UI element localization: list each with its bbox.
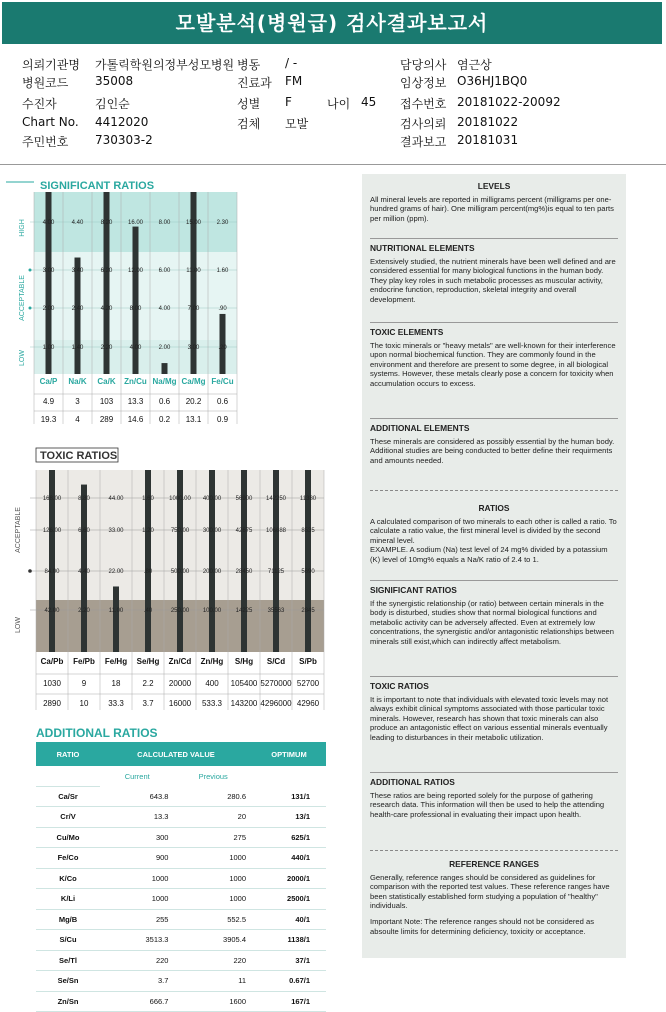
tick-label: 6.60 [78, 528, 90, 534]
previous-value: 3.7 [142, 699, 154, 708]
tick-label: 8.00 [158, 220, 171, 226]
col-calc-header: CALCULATED VALUE [100, 742, 252, 766]
tick-label: 42675 [235, 528, 253, 534]
toxic-heading: TOXIC ELEMENTS [370, 327, 444, 337]
current-value: 20.2 [185, 397, 202, 406]
ratios-example: EXAMPLE. A sodium (Na) test level of 24 mg% divided by a potassium (K) level of 10mg% equals a Na/K ratio of 2.4 to 1. [370, 545, 608, 564]
optimum-cell: 40/1 [252, 909, 326, 930]
tick-label: 2.00 [158, 345, 171, 351]
tick-label: 3.40 [71, 268, 84, 274]
tick-label: .40 [143, 608, 153, 614]
previous-cell: 3905.4 [174, 930, 252, 951]
previous-cell: 20 [174, 807, 252, 828]
tick-label: 5690 [301, 569, 315, 575]
header-label: 접수번호 [400, 97, 447, 111]
tick-label: 8.80 [78, 496, 90, 502]
previous-cell: 1000 [174, 848, 252, 869]
significant-title: SIGNIFICANT RATIOS [40, 180, 155, 192]
side-label: ACCEPTABLE [19, 275, 26, 321]
previous-cell: 552.5 [174, 909, 252, 930]
additional-ratio-row [36, 786, 326, 807]
current-value: 1030 [43, 679, 61, 688]
previous-value: 289 [99, 415, 114, 424]
additional-ratio-row [36, 807, 326, 828]
previous-value: 16000 [168, 699, 192, 708]
current-value: 2.2 [142, 679, 154, 688]
toxic-ratios-text: It is important to note that individuals with elevated toxic levels may not always exhibit clinical symptoms associated with those particular toxic minerals. However, research has shown that toxic minerals can also produce an antagonistic effect on various essential minerals eventually leading to disturbances in their metabolic utilization. [370, 694, 609, 742]
tick-label: .80 [143, 569, 153, 575]
header-label: 나이 [327, 97, 351, 111]
additional-ratios-title: ADDITIONAL RATIOS [36, 726, 158, 740]
additional-ratio-row [36, 848, 326, 869]
tick-label: 142250 [265, 496, 287, 502]
tick-label: 14225 [235, 608, 253, 614]
side-label: LOW [15, 617, 22, 633]
header-value: 4412020 [95, 115, 149, 129]
current-value: 9 [81, 679, 87, 688]
ratio-label: S/Pb [299, 657, 317, 666]
ratio-cell: Cr/V [36, 807, 100, 828]
tick-label: 8.20 [100, 220, 113, 226]
previous-cell: 1600 [174, 991, 252, 1012]
additional-ratios-text: These ratios are being reported solely for the purpose of gathering research data. This information will then be used to help the attending health-care professional in evaluating their impact upon health. [370, 790, 605, 819]
previous-value: 4296000 [260, 699, 292, 708]
ratio-label: Ca/P [39, 377, 58, 386]
header-label: 결과보고 [400, 135, 447, 149]
tick-label: 2.20 [78, 608, 90, 614]
tick-label: 4.00 [129, 345, 142, 351]
optimum-cell: 625/1 [252, 827, 326, 848]
current-cell: 666.7 [100, 991, 174, 1012]
side-label: LOW [19, 350, 26, 366]
current-cell: 3513.3 [100, 930, 174, 951]
current-value: 52700 [296, 679, 320, 688]
header-value: 가톨릭학원의정부성모병원 [95, 58, 235, 72]
ratio-bar [75, 258, 81, 374]
tick-label: 28450 [235, 569, 253, 575]
previous-value: 42960 [296, 699, 320, 708]
previous-value: 33.3 [108, 699, 124, 708]
ratio-bar [133, 227, 139, 374]
ratio-cell: K/Co [36, 868, 100, 889]
tick-label: 750.00 [170, 528, 190, 534]
reference-note: Important Note: The reference ranges should not be considered as absoulte limits for determining deficiency, toxicity or acceptance. [370, 916, 595, 936]
header-value: 모발 [285, 117, 309, 131]
optimum-cell: 13/1 [252, 807, 326, 828]
tick-label: 4.00 [158, 306, 171, 312]
ratio-label: Na/K [68, 377, 87, 386]
current-value: 5270000 [260, 679, 292, 688]
tick-label: 33.00 [108, 528, 124, 534]
ratio-label: Fe/Hg [104, 657, 128, 666]
tick-label: 2.20 [100, 345, 113, 351]
header-value: 20181031 [457, 133, 519, 147]
tick-label: 6.20 [100, 268, 113, 274]
current-cell: 1000 [100, 889, 174, 910]
header-label: 담당의사 [400, 58, 447, 72]
tick-label: 3.00 [187, 345, 200, 351]
tick-label: 4.40 [71, 220, 84, 226]
header-label: 검체 [237, 117, 261, 131]
tick-label: 250.00 [170, 608, 190, 614]
current-value: 103 [99, 397, 114, 406]
additional-ratio-row [36, 889, 326, 910]
ratio-cell: S/Cu [36, 930, 100, 951]
ratio-label: Fe/Pb [73, 657, 95, 666]
col-ratio-header: RATIO [36, 742, 100, 766]
tick-label: 44.00 [108, 496, 124, 502]
tick-label: 15.00 [185, 220, 202, 226]
ratio-bar [162, 363, 168, 374]
current-cell: 13.3 [100, 807, 174, 828]
current-value: 4.9 [42, 397, 55, 406]
tick-label: 12.00 [127, 268, 144, 274]
tick-label: 4.00 [42, 220, 55, 226]
nutritional-text: Extensively studied, the nutrient minerals have been well defined and are considered essential for many biological functions in the human body. They play key roles in such metabolic processes as muscular activity, endocrine function, reproduction, skeletal integrity and overall development. [370, 256, 616, 304]
previous-value: 143200 [230, 699, 258, 708]
previous-cell: 220 [174, 950, 252, 971]
current-value: 0.6 [216, 397, 229, 406]
tick-label: 56900 [235, 496, 253, 502]
ratios-text: A calculated comparison of two minerals to each other is called a ratio. To calculate a ratio value, the first mineral level is divided by the second mineral level. [370, 516, 617, 545]
reference-heading: REFERENCE RANGES [449, 859, 539, 869]
tick-label: 8535 [301, 528, 315, 534]
ratio-label: Zn/Cd [168, 657, 192, 666]
previous-value: 533.3 [201, 699, 223, 708]
previous-value: 2890 [43, 699, 61, 708]
ratio-cell: Mg/B [36, 909, 100, 930]
current-value: 3 [75, 397, 80, 406]
acceptable-marker [28, 569, 32, 573]
significant-heading: SIGNIFICANT RATIOS [370, 585, 457, 595]
current-value: 18 [111, 679, 121, 688]
header-label: 수진자 [22, 97, 57, 111]
ratio-bar [220, 314, 226, 374]
current-value: 0.6 [158, 397, 171, 406]
additional-ratio-row [36, 991, 326, 1012]
ratio-cell: Se/Sn [36, 971, 100, 992]
col-optimum-header: OPTIMUM [252, 742, 326, 766]
toxic-ratios-chart [0, 446, 330, 724]
tick-label: 1.40 [71, 345, 84, 351]
header-value: 염근상 [457, 58, 492, 72]
current-subheader: Current [124, 771, 150, 781]
previous-value: 19.3 [40, 415, 57, 424]
additional-ratio-row [36, 868, 326, 889]
ratio-cell: Se/Tl [36, 950, 100, 971]
header-label: 검사의뢰 [400, 117, 447, 131]
header-value: 45 [361, 95, 377, 109]
ratio-cell: Cu/Mo [36, 827, 100, 848]
header-value: / - [285, 56, 298, 70]
header-label: 임상정보 [400, 76, 447, 90]
toxic-title: TOXIC RATIOS [40, 450, 118, 462]
current-cell: 643.8 [100, 786, 174, 807]
optimum-cell: 167/1 [252, 991, 326, 1012]
tick-label: 1.60 [142, 496, 154, 502]
tick-label: 500.00 [170, 569, 190, 575]
tick-label: 84.00 [44, 569, 60, 575]
tick-label: 2.30 [216, 220, 229, 226]
optimum-cell: 440/1 [252, 848, 326, 869]
side-label: HIGH [19, 219, 26, 237]
previous-value: 10 [79, 699, 89, 708]
header-label: 의뢰기관명 [22, 58, 80, 72]
tick-label: 71125 [267, 569, 285, 575]
tick-label: 1.00 [42, 345, 55, 351]
header-label: 병동 [237, 58, 261, 72]
ratio-cell: Zn/Sn [36, 991, 100, 1012]
additional-ratio-row [36, 930, 326, 951]
ratio-label: Zn/Hg [200, 657, 224, 666]
tick-label: 1000.00 [169, 496, 191, 502]
tick-label: 106688 [265, 528, 287, 534]
header-value: 김인순 [95, 97, 130, 111]
reference-text: Generally, reference ranges should be considered as guidelines for comparison with the reported test values. These reference ranges have been statistically established form studying a population of "healthy" individuals. [370, 872, 610, 911]
acceptable-marker [29, 269, 32, 272]
additional-ratios-table [36, 742, 326, 1012]
optimum-cell: 2000/1 [252, 868, 326, 889]
previous-cell: 280.6 [174, 786, 252, 807]
tick-label: 42.00 [44, 608, 60, 614]
previous-value: 0.9 [216, 415, 229, 424]
optimum-cell: 37/1 [252, 950, 326, 971]
significant-ratios-chart [0, 176, 300, 444]
tick-label: 11.00 [108, 608, 124, 614]
levels-heading: LEVELS [477, 181, 511, 191]
tick-label: 35563 [267, 608, 285, 614]
acceptable-marker [29, 307, 32, 310]
tick-label: .90 [218, 306, 227, 312]
previous-value: 0.2 [158, 415, 171, 424]
current-cell: 1000 [100, 868, 174, 889]
tick-label: .20 [218, 345, 227, 351]
info-panel [362, 174, 626, 958]
ratio-bar [113, 586, 119, 652]
header-label: 진료과 [237, 76, 272, 90]
current-value: 400 [205, 679, 219, 688]
tick-label: 168.00 [42, 496, 62, 502]
ratio-label: Ca/Mg [181, 377, 206, 386]
tick-label: 11.00 [186, 268, 201, 274]
header-value: 730303-2 [95, 133, 153, 147]
side-label: ACCEPTABLE [15, 507, 22, 553]
additional-text: These minerals are considered as possibly essential by the human body. Additional studies are being conducted to better define their requirments and amounts needed. [370, 436, 615, 465]
tick-label: 11380 [299, 496, 317, 502]
current-value: 20000 [168, 679, 192, 688]
previous-cell: 1000 [174, 889, 252, 910]
header-label: Chart No. [22, 115, 79, 129]
tick-label: 22.00 [108, 569, 124, 575]
additional-ratio-row [36, 971, 326, 992]
levels-text: All mineral levels are reported in milligrams percent (milligrams per one-hundred grams of hair). One milligram percent(mg%)is equal to ten parts per million (ppm). [370, 194, 614, 223]
previous-cell: 275 [174, 827, 252, 848]
additional-ratios-heading: ADDITIONAL RATIOS [370, 777, 455, 787]
header-label: 주민번호 [22, 135, 69, 149]
optimum-cell: 2500/1 [252, 889, 326, 910]
optimum-cell: 0.67/1 [252, 971, 326, 992]
current-cell: 220 [100, 950, 174, 971]
tick-label: 6.00 [158, 268, 171, 274]
header-label: 성별 [237, 97, 261, 111]
tick-label: 8.00 [129, 306, 142, 312]
toxic-text: The toxic minerals or "heavy metals" are well-known for their interference upon normal biochemical function. They are commonly found in the environment and therefore are present to some degree, in all biological systems. However, these metals clearly pose a concern for toxicity when accumulation occurs to excess. [370, 340, 616, 388]
header-value: F [285, 95, 292, 109]
ratio-cell: Fe/Co [36, 848, 100, 869]
ratio-label: Na/Mg [152, 377, 177, 386]
tick-label: 2.00 [42, 306, 55, 312]
header-label: 병원코드 [22, 76, 69, 90]
tick-label: 3.00 [42, 268, 55, 274]
ratio-label: Ca/Pb [40, 657, 64, 666]
report-title: 모발분석(병원급) 검사결과보고서 [2, 2, 662, 44]
tick-label: 1.20 [142, 528, 154, 534]
ratio-label: Zn/Cu [124, 377, 147, 386]
toxic-ratios-heading: TOXIC RATIOS [370, 681, 429, 691]
header-value: O36HJ1BQ0 [457, 74, 528, 88]
current-cell: 3.7 [100, 971, 174, 992]
ratios-heading: RATIOS [478, 503, 510, 513]
tick-label: 2.40 [71, 306, 84, 312]
optimum-cell: 1138/1 [252, 930, 326, 951]
nutritional-heading: NUTRITIONAL ELEMENTS [370, 243, 475, 253]
significant-text: If the synergistic relationship (or ratio) between certain minerals in the body is disturbed, studies show that normal biological functions and metabolic activity can be adversely affected. Even at extremely low concentrations, the synergistic and/or antagonistic relationships between minerals still exist,which can indirectly affect metabolism. [370, 598, 614, 646]
tick-label: 2845 [301, 608, 315, 614]
tick-label: 4.20 [100, 306, 113, 312]
optimum-cell: 131/1 [252, 786, 326, 807]
previous-value: 4 [75, 415, 80, 424]
ratio-label: Fe/Cu [211, 377, 234, 386]
header-value: 35008 [95, 74, 134, 88]
current-value: 105400 [230, 679, 258, 688]
header-value: 20181022-20092 [457, 95, 561, 109]
current-cell: 300 [100, 827, 174, 848]
header-value: FM [285, 74, 303, 88]
ratio-label: Ca/K [97, 377, 116, 386]
previous-cell: 1000 [174, 868, 252, 889]
current-cell: 255 [100, 909, 174, 930]
ratio-label: S/Hg [234, 657, 254, 666]
previous-subheader: Previous [198, 771, 228, 781]
current-cell: 900 [100, 848, 174, 869]
previous-value: 14.6 [127, 415, 144, 424]
header-value: 20181022 [457, 115, 519, 129]
tick-label: 126.00 [42, 528, 62, 534]
tick-label: 7.00 [187, 306, 200, 312]
ratio-cell: K/Li [36, 889, 100, 910]
additional-ratio-row [36, 827, 326, 848]
tick-label: 1.60 [216, 268, 229, 274]
header-divider [0, 164, 666, 165]
tick-label: 300.00 [202, 528, 222, 534]
ratio-cell: Ca/Sr [36, 786, 100, 807]
ratio-label: Se/Hg [136, 657, 160, 666]
current-value: 13.3 [127, 397, 144, 406]
additional-ratio-row [36, 950, 326, 971]
ratio-label: S/Cd [266, 657, 286, 666]
previous-value: 13.1 [185, 415, 202, 424]
tick-label: 200.00 [202, 569, 222, 575]
tick-label: 100.00 [202, 608, 222, 614]
tick-label: 400.00 [202, 496, 222, 502]
previous-cell: 11 [174, 971, 252, 992]
additional-ratio-row [36, 909, 326, 930]
tick-label: 16.00 [127, 220, 144, 226]
tick-label: 4.40 [78, 569, 90, 575]
additional-heading: ADDITIONAL ELEMENTS [370, 423, 470, 433]
